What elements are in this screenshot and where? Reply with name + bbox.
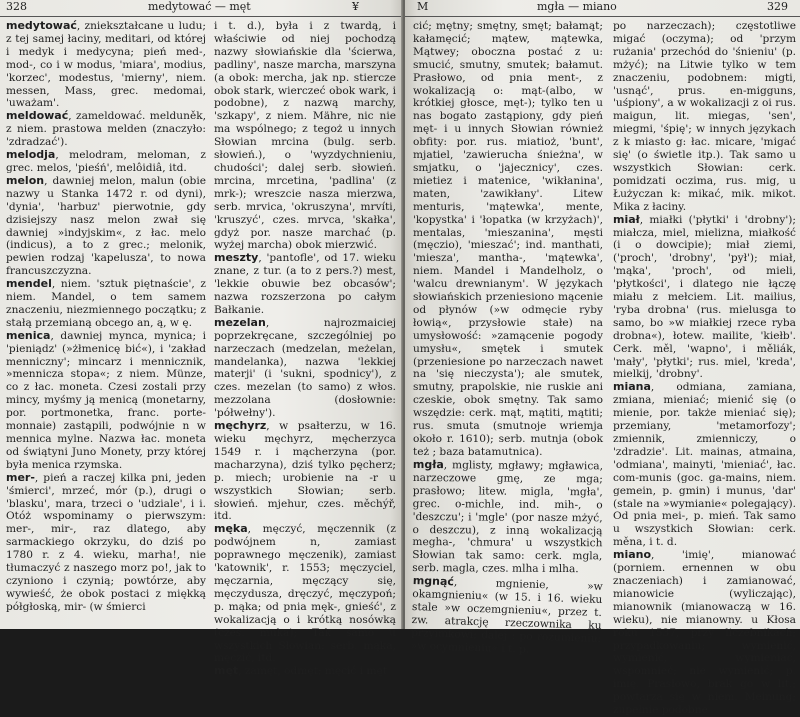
headword: męchyrz [214, 419, 267, 433]
headword: męt [214, 664, 239, 678]
headword: miał [613, 212, 640, 226]
headword: meszty [214, 251, 259, 265]
entry-text: , zamęt, odmęt; męcić i męt [238, 665, 388, 678]
dictionary-entry [6, 472, 206, 614]
entry-text: , najrozmaiciej poprzekręcane, szczególniej po narzeczach (medzelan, meżelan, mandelanka), nazwa 'lekkiej materji' (i 'sukni, spodnicy'), z czes. mezelan (to samo) z włos. mezzolana (dosłownie: 'półwełny'). [214, 316, 396, 420]
entry-text: , pień a raczej kilka pni, jeden 'śmierci', mrzeć, mór (p.), drugi o 'blasku', mara, trzeci o 'udziale', i i. Otóż wspominamy o pierwszym: mer-, mir-, raz dlatego, aby sarmackiego okrzyku, do dziś po 1780 r. z 4. wieku, marha!, nie tłumaczyć z naszego morz po!, jak to czyniono i czynią; powtórze, aby wywieść, że obok postaci z miękką półgłoską, mir- (w śmierci [6, 471, 206, 613]
dictionary-entry [214, 20, 396, 252]
left-page [0, 0, 403, 678]
headword: mendel [6, 277, 52, 291]
headword: melon [6, 173, 45, 187]
right-column-2 [613, 20, 796, 717]
dictionary-entry [6, 149, 206, 175]
left-column-2 [214, 20, 396, 678]
left-column-1 [6, 20, 206, 629]
right-column-1 [410, 20, 603, 656]
dictionary-entry [214, 317, 396, 420]
running-head: medytować — męt [148, 0, 251, 13]
dictionary-entry [6, 20, 206, 110]
entry-text: , zniekształcane u ludu; z tej samej łaciny, meditari, od której i medyk i medycyna; pień med-, mod-, co i w modus, 'miara', modius, 'korzec', modestus, 'mierny', niem. messen, Mass, grec. medomai, 'uważam'. [6, 20, 206, 110]
entry-text: , niem. 'sztuk piętnaście', z niem. Mandel, o tem samem znaczeniu, niezmiennego początku; z stałą przemianą obcego an, ą, w ę. [6, 278, 206, 329]
page-number: 329 [767, 0, 788, 13]
headword: męka [214, 522, 248, 536]
entry-text: , miałki ('płytki' i 'drobny'); miałcza, miel, mielizna, miałkość (i o dowcipie); miał ziemi, ('proch', 'drobny', 'pył'); miał, 'mąka', 'proch', od mieli, 'płytkości', i dlatego nie łączę miału z mełciem. Lit. mailius, 'ryba drobna' (rus. mielusga to samo, bo »w miałkiej rzece ryba drobna«), łotew. mailite, 'kiełb'. Cerk. měl, 'wapno', i měliák, 'mały', 'płytki'; rus. miel, 'kreda', mielkij, 'drobny'. [613, 213, 796, 381]
entry-text: , 'imię', mianować (porniem. ernennen w obu znaczeniach) i zamianować, mianowicie (wyliczając), mianownik (mianowaczą w 16. wieku), nie mianowny. u Kłosa roku 1537, przy liczebnikach; przypadkowaniu; wymienić, wymienić, wymieniać, wspomnieć; nie wymienić; p. imię. Prasłowo, brak go w lit.; powtarza się w niem. Meinung; zupełnie podobne [613, 549, 796, 717]
page-number: 328 [6, 0, 27, 13]
headword: miano [613, 548, 652, 562]
dictionary-entry [413, 20, 603, 459]
dictionary-entry [613, 381, 796, 549]
entry-text: i t. d.), była i z twardą, i właściwie od niej pochodzą nazwy słowiańskie dla 'ścierwa, padliny', nasze marcha, marszyna (a obok: mercha, jak np. stiercze obok stark, wierczeć obok wark, i podobne), z nazwą marchy, 'szkapy', z niem. Mähre, nic nie ma wspólnego; z tegoż u innych Słowian mrcina (bulg. serb. słowień.), o 'wyzdychnieniu, chudości'; dalej serb. słowień. mrcina, mrcetina, 'padlina' (z mrk-); wreszcie nasza mierzwa, serb. mrvica, 'okruszyna', mrvíti, 'kruszyć', czes. mrvca, 'skałka', gdyż por. nasze marchać (p. wyżej marcha) obok mierzwić. [214, 20, 396, 252]
dictionary-entry [214, 252, 396, 317]
dictionary-entry [214, 665, 396, 678]
entry-text: , odmiana, zamiana, zmiana, mieniać; mienić się (o mienie, por. także mieniać się); przemiany, 'metamorfozy'; zmiennik, zmienniczy, o 'zdradzie'. Lit. mainas, atmaina, 'odmiana', mainyti, 'mieniać', łac. com-munis (goc. ga-mains, niem. gemein, p. gmin) i munus, 'dar' (stale na »wymianie« polegający). Od pnia mei-, p. mień. Tak samo u wszystkich Słowian: cerk. měna, i t. d. [613, 381, 796, 549]
left-page-header [0, 0, 402, 17]
headword: mgła [412, 457, 444, 472]
dictionary-entry [613, 20, 796, 214]
entry-text: , dawniej mynca, mynica; i 'pieniądz' (»żłmenicę bić«), i 'zakład menniczny'; mincarz i mennicznik, »mennicza stopa«; z niem. Münze, co z łac. moneta. Czesi zostali przy mincy, myśmy ją menicą (monetarny, por. portmonetka, franc. porte-monnaie) zastąpili, podwójnie n w mennica mylne. Nazwa łac. moneta od świątyni Juno Monety, przy której była menica rzymska. [6, 329, 206, 471]
headword: medytować [6, 19, 77, 32]
signature-mark: M [417, 0, 429, 13]
headword: meldować [6, 109, 69, 123]
dictionary-entry [412, 459, 603, 576]
dictionary-entry [6, 278, 206, 330]
entry-text: , dawniej melon, malun (obie nazwy u Stanka 1472 r. od dyni), 'dynia', 'harbuz' pierwotnie, gdy dzisiejszy nasz melon zwał się dawniej »indyjskim«, z łac. melo (indicus), a to z grec.; melonik, pewien rodzaj 'kapelusza', to nowa francuszczyzna. [6, 174, 206, 278]
entry-text: , 'pantofle', od 17. wieku znane, z tur. (a to z pers.?) mest, 'lekkie obuwie bez obcasów'; nazwa rozszerzona po całym Bałkanie. [214, 252, 396, 316]
headword: melodja [6, 148, 56, 162]
right-page-header [405, 0, 800, 17]
dictionary-entry [613, 214, 796, 382]
signature-mark: ¥ [352, 0, 359, 13]
running-head: mgła — miano [537, 0, 617, 13]
entry-text: cić; mętny; smętny, smęt; bałamąt; kałamęcić; mątew, mątewka, Mątwey; oboczna postać z u: smucić, smutny, smutek; bałamut. Prasłowo, od pnia ment-, z wokalizacją o: mąt-(albo, w krótkiej głosce, męt-); tylko ten u nas bogato zastąpiony, gdy pień męt- i u innych Słowian również obfity: por. rus. miatioż, 'bunt', mjatiel, 'zawierucha śnieżna', w smjatku, o 'jajecznicy', czes. mietiez i matenice, 'wikłanina', maten, 'zawikłany'. Litew menturis, 'mątewka', mente, 'kopystka' i 'łopatka (w krzyżach)', mentalas, 'mieszanina', męsti (męczio), 'mieszać'; ind. manthati, 'miesza', mantha-, 'mątewka', niem. Mandel i Mandelholz, o 'walcu drewnianym'. W językach słowiańskich przeniesiono mącenie od płynów (»w odmęcie ryby łowią«, przysłowie stałe) na umysłowość: »zamącenie pogody umysłu«, smętek i smutek (przeniesione po narzeczach nawet na 'się nieczysta'); ale smutek, smutny, prapolskie, nie ruskie ani czeskie, obok smętny. Tak samo wszędzie: cerk. mąt, mątiti, mątiti; rus. smuta (smutnoje wriemja około r. 1610); serb. mutnja (obok też ; baza batamutnica). [413, 20, 603, 458]
entry-text: , melodram, meloman, z grec. melos, 'pieśń', melôidiâ, itd. [6, 149, 206, 174]
entry-text: , męczyć, męczennik (z podwójnem n, zamiast poprawnego męczenik), zamiast 'katownik', r. 1553; męczyciel, męczarnia, męczący się, męczydusza, dręczyć, męczypoń; p. mąka; od pnia męk-, gnieść', z wokalizacją o i krótką nosówką (czes. muka); Tak samo u wszystkich Słowian: serb. mąka, męczić, itd. [214, 523, 396, 665]
headword: mgnąć [412, 573, 455, 589]
entry-text: , mglisty, mgławy; mgławica, narzeczowe gmę, ze mga; prasłowo; litew. migla, 'mgła', grec. o-michle, ind. mih-, o 'deszczu'; i 'mgle' (por nasze mżyć, o deszczu), z inną wokalizacją megha-, 'chmura' u wszystkich Słowian tak samo: cerk. mgla, serb. magla, czes. mlha i mlha. [412, 459, 603, 576]
entry-text: , w psałterzu, w 16. wieku męchyrz, męcherzyca 1549 r. i mącherzyna (por. macharzyna), dziś tylko pęcherz; p. miech; urobienie na -r u wszystkich Słowian; serb. słowień. mjehur, czes. měchýř, itd. [214, 420, 396, 523]
entry-text: , zameldować. melduněk, z niem. prastowa melden (znaczyło: 'zdradzać'). [6, 110, 206, 149]
dictionary-entry [6, 175, 206, 278]
dictionary-entry [613, 549, 796, 717]
headword: mer- [6, 470, 35, 484]
dictionary-entry [214, 420, 396, 523]
right-page [405, 0, 800, 717]
headword: menica [6, 328, 51, 342]
dictionary-entry [411, 575, 603, 658]
headword: miana [613, 380, 651, 394]
headword: mezelan [214, 315, 266, 329]
entry-text: , mgnienie, »w okamgnieniu« (w 15. i 16. wieku stale »w oczemgnieniu«, przez t. zw. atrakcję rzeczownika ku przyimkowi; dalej : po rozumieniu: »w ocymnieniu« i t. p. [410, 576, 603, 656]
dictionary-entry [214, 523, 396, 665]
dictionary-entry [6, 110, 206, 149]
dictionary-entry [6, 330, 206, 472]
entry-text: po narzeczach); częstotliwe migać (oczyma); od 'przym rużania' przechód do 'śnieniu' (p. mżyć); na Litwie tylko w tem znaczeniu, podobnem: migti, 'usnąć', prus. en-migguns, 'uśpiony', a w wokalizacji z oi rus. maigun, lit. miegas, 'sen', miegmi, 'śpię'; w innych językach z k miasto g: łac. micare, 'migać się' (o świetle itp.). Tak samo u wszystkich Słowian: cerk. pomidzati oczima, rus. mig, u Łużyczan k: mikać, mik. mikot. Mika z łaciny. [613, 20, 796, 213]
